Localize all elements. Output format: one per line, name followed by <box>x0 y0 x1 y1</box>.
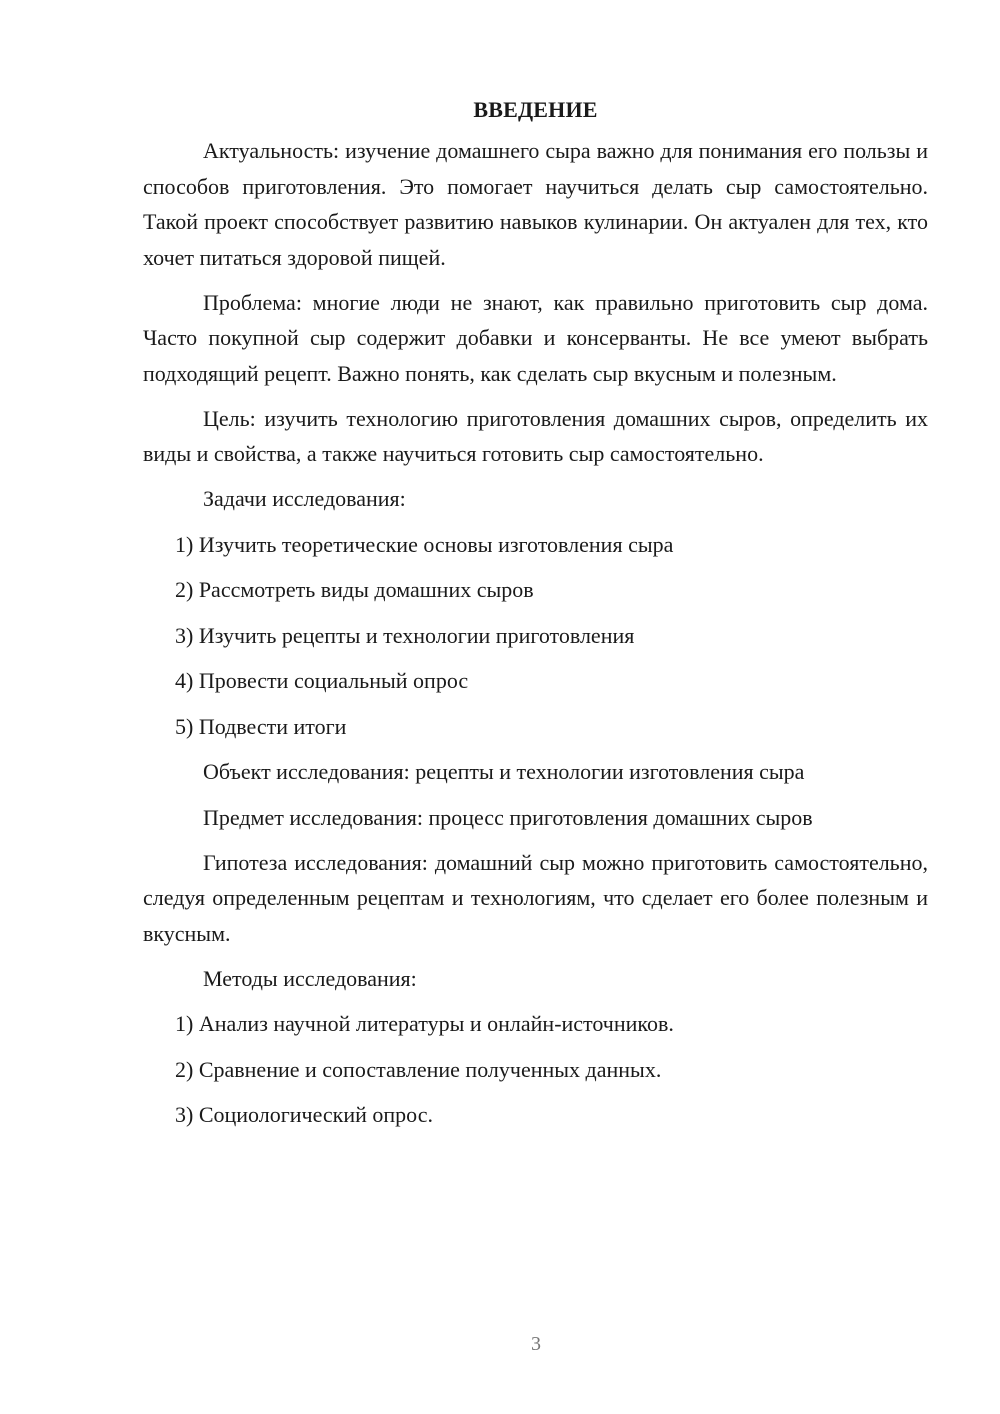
page-number: 3 <box>531 1333 541 1355</box>
task-item: 5) Подвести итоги <box>175 713 347 739</box>
task-item: 4) Провести социальный опрос <box>175 668 469 693</box>
methods-label: Методы исследования: <box>203 965 417 991</box>
goal-paragraph: Цель: изучить технологию приготовления домашних сыров, определить их виды и свойства, а также научиться готовить сыр самостоятельно. <box>143 405 928 466</box>
tasks-label: Задачи исследования: <box>203 486 406 511</box>
relevance-paragraph: Актуальность: изучение домашнего сыра важно для понимания его пользы и способов приготовления. Это помогает научиться делать сыр самостоятельно. Такой проект способствует развитию навыков кулинарии. Он актуален для тех, кто хочет питаться здоровой пищей. <box>143 138 928 270</box>
research-subject: Предмет исследования: процесс приготовления домашних сыров <box>203 804 813 830</box>
research-object: Объект исследования: рецепты и технологии изготовления сыра <box>203 759 805 784</box>
section-heading: ВВЕДЕНИЕ <box>473 97 598 122</box>
problem-paragraph: Проблема: многие люди не знают, как правильно приготовить сыр дома. Часто покупной сыр содержит добавки и консерванты. Не все умеют выбрать подходящий рецепт. Важно понять, как сделать сыр вкусным и полезным. <box>143 289 928 386</box>
task-item: 1) Изучить теоретические основы изготовления сыра <box>175 531 674 557</box>
task-item: 3) Изучить рецепты и технологии приготовления <box>175 622 635 648</box>
hypothesis-paragraph: Гипотеза исследования: домашний сыр можно приготовить самостоятельно, следуя определенным рецептам и технологиям, что сделает его более полезным и вкусным. <box>143 849 928 946</box>
method-item: 3) Социологический опрос. <box>175 1102 433 1127</box>
method-item: 2) Сравнение и сопоставление полученных данных. <box>175 1056 662 1082</box>
page-content <box>143 92 928 1133</box>
task-item: 2) Рассмотреть виды домашних сыров <box>175 577 534 602</box>
method-item: 1) Анализ научной литературы и онлайн-источников. <box>175 1011 674 1036</box>
